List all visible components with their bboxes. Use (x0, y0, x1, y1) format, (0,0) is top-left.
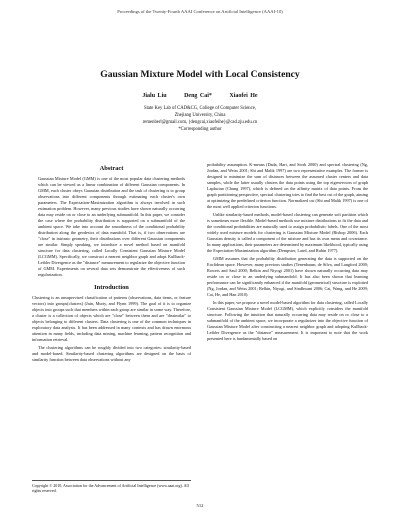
paper-title: Gaussian Mixture Model with Local Consistency (100, 69, 300, 80)
author-name: Jialu Liu (142, 93, 167, 99)
paragraph: probability assumption. K-means (Dada, Hart, and Stork 2000) and spectral clustering (Ng, Jordan, and Weiss 2001; Shi and Malik 1997) are two representative examples. The former is designed to minimize the sum of distances between the assumed cluster centers and data samples, while the latter usually clusters the data points using the top eigenvectors of graph Laplacian (Chung 1997), which is defined on the affinity matrix of data points. From the graph partitioning perspective, spectral clustering tries to find the best cut of the graph, aiming at optimizing the predefined criterion function. Normalized cut (Shi and Malik 1997) is one of the most well applied criterion functions. (207, 162, 368, 209)
affiliation-block (0, 105, 400, 133)
paragraph: Unlike similarity-based methods, model-based clustering can generate soft partition which is sometimes more flexible. Model-based methods use mixture distributions to fit the data and the conditional probabilities are naturally used to assign probabilistic labels. One of the most widely used mixture models for clustering is Gaussian Mixture Model (Bishop 2006). Each Gaussian density is called a component of the mixture and has its own mean and covariance. In many applications, their parameters are determined by maximum likelihood, typically using the Expectation-Maximization algorithm (Dempster, Laird, and Rubin 1977). (207, 212, 368, 253)
right-column (207, 162, 368, 344)
email-line: remenberl@gmail.com, {dengcai,xiaofeihe}@cad.zju.edu.cn (142, 120, 258, 125)
introduction-section (32, 284, 191, 363)
paragraph: In this paper, we propose a novel model-based algorithm for data clustering, called Locally Consistent Gaussian Mixture Model (LCGMM), which explicitly considers the manifold structure. Following the intuition that naturally occurring data may reside on or close to a submanifold of the ambient space, we incorporate a regularizer into the objective function of Gaussian Mixture Model after constructing a nearest neighbor graph and adopting Kullback-Leibler Divergence as the "distance" measurement. It is important to note that the work presented here is fundamentally based on (207, 300, 368, 341)
affiliation-line: State Key Lab of CAD&CG, College of Computer Science, (144, 106, 256, 111)
paragraph: The clustering algorithms can be roughly divided into two categories: similarity-based and model-based. Similarity-based clustering algorithms are designed on the basis of similarity function between data observations without any (32, 345, 191, 362)
abstract-text: Gaussian Mixture Model (GMM) is one of the most popular data clustering methods which can be viewed as a linear combination of different Gaussian components. In GMM, each cluster obeys Gaussian distribution and the task of clustering is to group observations into different components through estimating each cluster's own parameters. The Expectation-Maximization algorithm is always involved in such estimation problem. However, many previous studies have shown naturally occurring data may reside on or close to an underlying submanifold. In this paper, we consider the case where the probability distribution is supported on a submanifold of the ambient space. We take into account the smoothness of the conditional probability distribution along the geodesics of data manifold. That is, if two observations are "close" in intrinsic geometry, their distributions over different Gaussian components are similar. Simply speaking, we introduce a novel method based on manifold structure for data clustering, called Locally Consistent Gaussian Mixture Model (LCGMM). Specifically, we construct a nearest neighbor graph and adopt Kullback-Leibler Divergence as the "distance" measurement to regularize the objective function of GMM. Experiments on several data sets demonstrate the effectiveness of such regularization. (38, 176, 185, 277)
abstract-heading: Abstract (99, 165, 124, 172)
corresponding-note: *Corresponding author (178, 127, 222, 132)
proceedings-header: Proceedings of the Twenty-Fourth AAAI Conference on Artificial Intelligence (AAAI-10) (117, 9, 283, 14)
page-number: 512 (196, 503, 204, 508)
left-column (32, 165, 191, 365)
author-list (0, 93, 400, 99)
copyright-notice: Copyright © 2010, Association for the Advancement of Artificial Intelligence (www.aaai.org). All rights reserved. (32, 480, 191, 494)
author-name: Deng Cai* (184, 93, 212, 99)
introduction-heading: Introduction (94, 284, 129, 291)
abstract-section (32, 165, 191, 278)
paragraph: Clustering is an unsupervised classification of patterns (observations, data items, or feature vectors) into groups(clusters) (Jain, Murty, and Flynn 1999). The goal of it is to organize objects into groups such that members within each group are similar in some way. Therefore, a cluster is a collection of objects which are "close" between them and are "dissimilar" to objects belonging to different clusters. Data clustering is one of the common techniques in exploratory data analysis. It has been addressed in many contexts and has drawn enormous attention in many fields, including data mining, machine learning, pattern recognition and information retrieval. (32, 295, 191, 342)
affiliation-line: Zhejiang University, China (174, 113, 226, 118)
author-name: Xiaofei He (229, 93, 258, 99)
paragraph: GMM assumes that the probability distribution generating the data is supported on the Euclidean space. However, many previous studies (Tenenbaum, de Silva, and Langford 2000; Roweis and Saul 2000; Belkin and Niyogi 2001) have shown naturally occurring data may reside on or close to an underlying submanifold. It has also been shown that learning performance can be significantly enhanced if the manifold (geometrical) structure is exploited (Ng, Jordan, and Weiss 2001; Belkin, Niyogi, and Sindhwani 2006; Cai, Wang, and He 2009; Cai, He, and Han 2010). (207, 256, 368, 297)
